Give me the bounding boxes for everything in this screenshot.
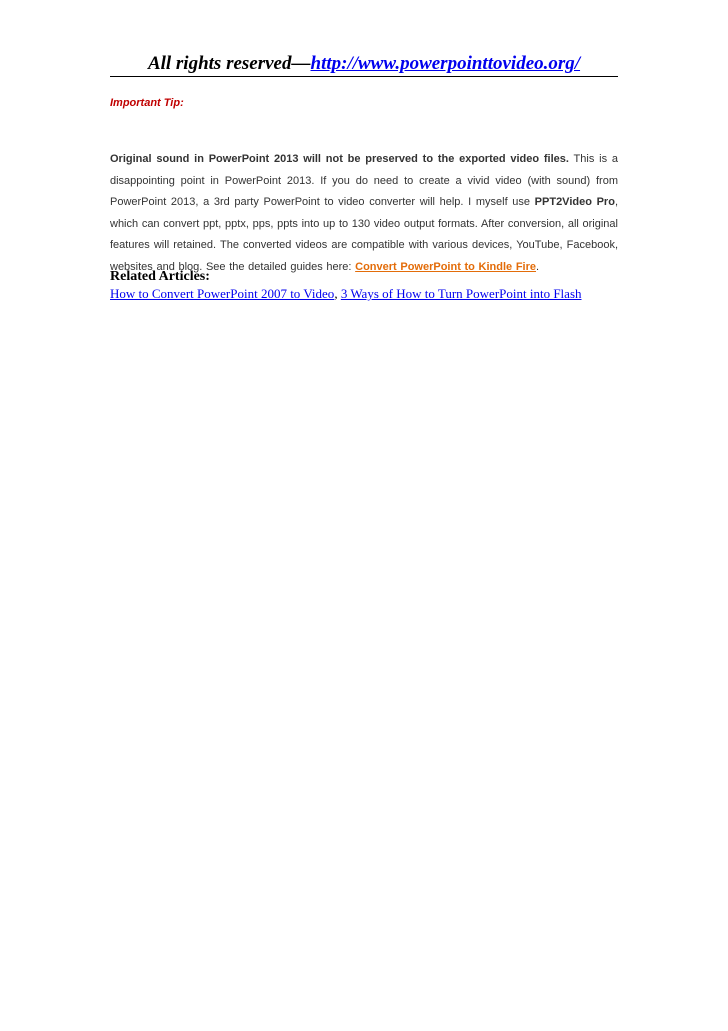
paragraph-text-2: , which can convert ppt, pptx, pps, ppts into up to 130 video output formats. After conversion, all original features will retained. The converted videos are compatible with various devices, YouTube, Facebook, websites and blog. See the detailed guides here: [110,196,618,273]
related-articles-heading: Related Articles: [110,269,210,284]
paragraph-text-1: This is a disappointing point in PowerPoint 2013. If you do need to create a vivid video (with sound) from PowerPoint 2013, a 3rd party PowerPoint to video converter will help. I myself use [110,153,618,208]
related-articles-list [110,285,582,303]
guide-link[interactable]: Convert PowerPoint to Kindle Fire [355,260,537,273]
paragraph-end: . [536,260,540,273]
paragraph-lead-bold: Original sound in PowerPoint 2013 will not be preserved to the exported video files. [110,153,569,165]
important-tip-label: Important Tip: [110,97,184,109]
related-link-ppt2007-video[interactable]: How to Convert PowerPoint 2007 to Video [110,286,335,301]
header-rights-text: All rights reserved— [147,53,311,74]
product-name: PPT2Video Pro [534,196,615,208]
header-url-link[interactable]: http://www.powerpointtovideo.org/ [310,53,581,74]
related-separator: , [334,286,341,301]
page-header [110,52,618,76]
header-divider [110,76,618,77]
tip-paragraph [110,149,618,278]
related-link-ppt-flash[interactable]: 3 Ways of How to Turn PowerPoint into Flash [340,286,582,301]
